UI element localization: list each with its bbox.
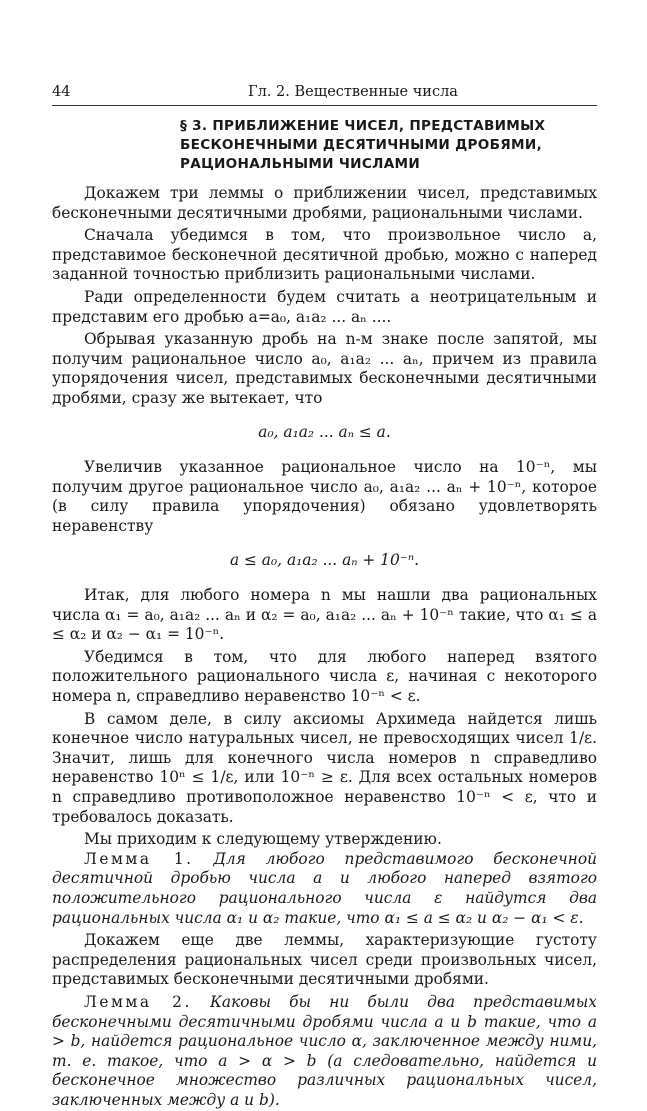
paragraph-increase: Увеличив указанное рациональное число на 10⁻ⁿ, мы получим другое рациональное число a₀, a₁a₂ ... aₙ + 10⁻ⁿ, которое (в силу правила упорядочения) обязано удовлетворять неравенству xyxy=(52,458,597,535)
section-title-line: РАЦИОНАЛЬНЫМИ ЧИСЛАМИ xyxy=(180,156,421,172)
section-title xyxy=(180,117,600,174)
paragraph-statement: Мы приходим к следующему утверждению. xyxy=(84,830,442,849)
lemma-2-text: Каковы бы ни были два представимых бесконечными десятичными дробями числа a и b такие, что a > b, найдется рациональное число α, заключенное между ними, т. е. такое, что a > α > b (а следовательно, найдется и бесконечное множество различных рациональных чисел, заключенных между a и b). xyxy=(52,992,597,1109)
lemma-1-label: Лемма 1. xyxy=(84,849,194,868)
lemma-1-text: Для любого представимого бесконечной десятичной дробью числа a и любого наперед взятого положительного рационального числа ε найдутся два рациональных числа α₁ и α₂ такие, что α₁ ≤ a ≤ α₂ и α₂ − α₁ < ε. xyxy=(52,849,597,927)
paragraph-two-rationals: Итак, для любого номера n мы нашли два рациональных числа α₁ = a₀, a₁a₂ ... aₙ и α₂ = a₀, a₁a₂ ... aₙ + 10⁻ⁿ такие, что α₁ ≤ a ≤ α₂ и α₂ − α₁ = 10⁻ⁿ. xyxy=(52,586,597,644)
running-head: Гл. 2. Вещественные числа xyxy=(248,84,458,100)
formula-upper-bound: a ≤ a₀, a₁a₂ ... aₙ + 10⁻ⁿ. xyxy=(229,550,420,569)
section-title-line: БЕСКОНЕЧНЫМИ ДЕСЯТИЧНЫМИ ДРОБЯМИ, xyxy=(180,137,543,153)
paragraph-epsilon: Убедимся в том, что для любого наперед взятого положительного рационального числа ε, начиная с некоторого номера n, справедливо неравенство 10⁻ⁿ < ε. xyxy=(52,647,597,706)
section-title-line: § 3. ПРИБЛИЖЕНИЕ ЧИСЕЛ, ПРЕДСТАВИМЫХ xyxy=(180,118,546,134)
page-header xyxy=(52,84,596,104)
paragraph-nonnegative: Ради определенности будем считать a неотрицательным и представим его дробью a=a₀, a₁a₂ ... aₙ .... xyxy=(52,287,597,326)
paragraph-intro: Докажем три леммы о приближении чисел, представимых бесконечными десятичными дробями, рациональными числами. xyxy=(52,184,597,222)
formula-lower-bound: a₀, a₁a₂ ... aₙ ≤ a. xyxy=(258,422,391,441)
body-text xyxy=(52,184,597,1111)
header-rule xyxy=(52,105,597,106)
page-number: 44 xyxy=(52,84,71,100)
lemma-2 xyxy=(52,993,597,1111)
paragraph-density: Докажем еще две леммы, характеризующие густоту распределения рациональных чисел среди произвольных чисел, представимых бесконечными десятичными дробями. xyxy=(52,931,597,989)
paragraph-approx: Сначала убедимся в том, что произвольное число a, представимое бесконечной десятичной дробью, можно с наперед заданной точностью приблизить рациональными числами. xyxy=(52,226,597,284)
paragraph-archimedes: В самом деле, в силу аксиомы Архимеда найдется лишь конечное число натуральных чисел, не превосходящих чисел 1/ε. Значит, лишь для конечного числа номеров n справедливо неравенство 10ⁿ ≤ 1/ε, или 10⁻ⁿ ≥ ε. Для всех остальных номеров n справедливо противоположное неравенство 10⁻ⁿ < ε, что и требовалось доказать. xyxy=(52,709,597,826)
lemma-2-label: Лемма 2. xyxy=(84,992,192,1011)
lemma-1 xyxy=(52,850,597,928)
paragraph-truncate: Обрывая указанную дробь на n-м знаке после запятой, мы получим рациональное число a₀, a₁a₂ ... aₙ, причем из правила упорядочения чисел, представимых бесконечными десятичными дробями, сразу же вытекает, что xyxy=(52,330,597,407)
